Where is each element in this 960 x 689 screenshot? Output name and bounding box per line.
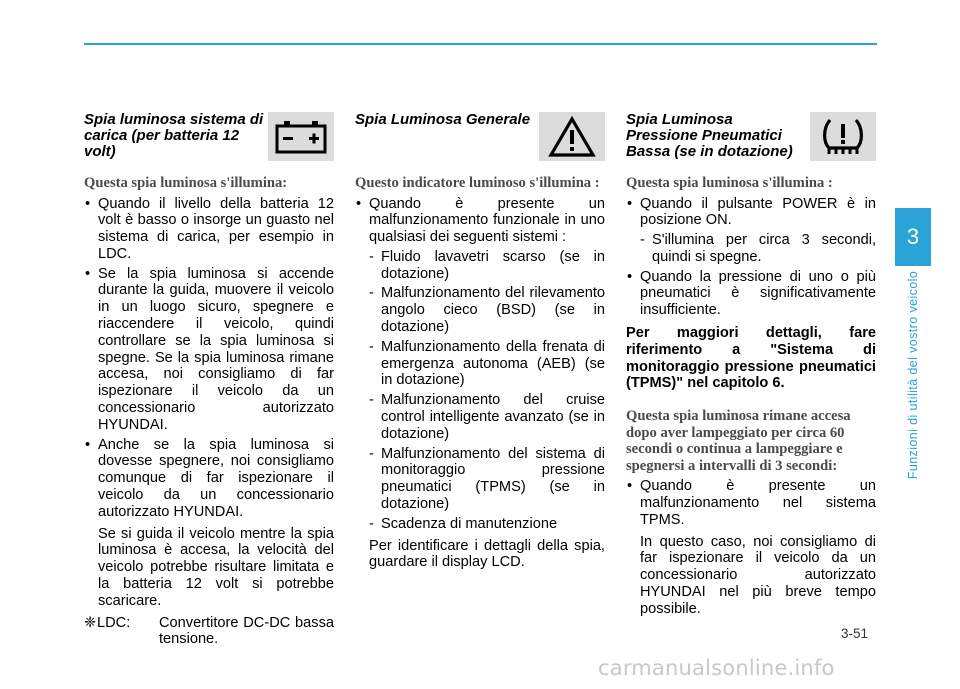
note-text: Convertitore DC-DC bassa tensione. (159, 614, 334, 648)
bullet-item: • Quando il pulsante POWER è in posizione ON. (626, 196, 876, 230)
sub-item: - Scadenza di manutenzione (355, 516, 605, 533)
subheading: Questa spia luminosa s'illumina: (84, 175, 288, 191)
reference-note: Per maggiori dettagli, fare riferimento a "Sistema di monitoraggio pressione pneumatici (TPMS)" nel capitolo 6. (626, 325, 876, 392)
subheading: Questo indicatore luminoso s'illumina : (355, 175, 600, 191)
chapter-tab: 3 (895, 208, 931, 266)
paragraph: Se si guida il veicolo mentre la spia luminosa è accesa, la velocità del veicolo potrebbe risultare limitata e la batteria 12 volt si potrebbe scaricare. (98, 525, 334, 609)
note-symbol: ❈ (84, 614, 97, 631)
sub-item: - Malfunzionamento della frenata di emergenza autonoma (AEB) (se in dotazione) (355, 339, 605, 389)
sub-item: - S'illumina per circa 3 secondi, quindi si spegne. (626, 232, 876, 266)
section-title: Spia Luminosa Pressione Pneumatici Bassa (se in dotazione) (626, 111, 793, 160)
section-title: Spia luminosa sistema di carica (per batteria 12 volt) (84, 111, 264, 160)
section-title: Spia Luminosa Generale (355, 111, 531, 128)
bullet-item: • Quando la pressione di uno o più pneumatici è significativamente insufficiente. (626, 269, 876, 319)
header-rule (84, 43, 877, 45)
battery-icon (268, 112, 334, 161)
paragraph: In questo caso, noi consigliamo di far ispezionare il veicolo da un concessionario autorizzato HYUNDAI nel più breve tempo possibile. (640, 533, 876, 617)
subheading: Questa spia luminosa s'illumina : (626, 175, 833, 191)
section-header (626, 112, 876, 168)
bullet-item: • Quando è presente un malfunzionamento funzionale in uno qualsiasi dei seguenti sistemi : (355, 196, 605, 246)
bullet-item: • Anche se la spia luminosa si dovesse spegnere, noi consigliamo comunque di far ispezionare il veicolo da un concessionario autorizzato HYUNDAI. (84, 437, 334, 521)
bullet-item: • Se la spia luminosa si accende durante la guida, muovere il veicolo in un luogo sicuro, spegnere e riaccendere il veicolo, quindi controllare se la spia luminosa si spegne. Se la spia luminosa rimane accesa, noi consigliamo di far ispezionare il veicolo da un concessionario autorizzato HYUNDAI. (84, 266, 334, 434)
column-battery-warning (84, 112, 334, 651)
watermark: carmanualsonline.info (598, 656, 835, 680)
column-general-warning (355, 112, 605, 576)
chapter-label: Funzioni di utilità del vostro veicolo (906, 270, 920, 480)
bullet-item: • Quando è presente un malfunzionamento nel sistema TPMS. (626, 478, 876, 528)
tire-pressure-icon (810, 112, 876, 161)
column-tire-pressure (626, 112, 876, 623)
paragraph: Per identificare i dettagli della spia, guardare il display LCD. (369, 537, 605, 571)
sub-item: - Fluido lavavetri scarso (se in dotazione) (355, 249, 605, 283)
subheading: Questa spia luminosa rimane accesa dopo aver lampeggiato per circa 60 secondi o continua a lampeggiare e spegnersi a intervalli di 3 secondi: (626, 408, 851, 474)
bullet-item: • Quando il livello della batteria 12 volt è basso o insorge un guasto nel sistema di carica, per esempio in LDC. (84, 196, 334, 263)
note-key: LDC: (97, 614, 131, 631)
section-header (84, 112, 334, 168)
page-number: 3-51 (841, 626, 869, 641)
footnote (84, 615, 334, 649)
sub-item: - Malfunzionamento del sistema di monitoraggio pressione pneumatici (TPMS) (se in dotazione) (355, 446, 605, 513)
section-header (355, 112, 605, 168)
warning-triangle-icon (539, 112, 605, 161)
sub-item: - Malfunzionamento del rilevamento angolo cieco (BSD) (se in dotazione) (355, 285, 605, 335)
sub-item: - Malfunzionamento del cruise control intelligente avanzato (se in dotazione) (355, 392, 605, 442)
